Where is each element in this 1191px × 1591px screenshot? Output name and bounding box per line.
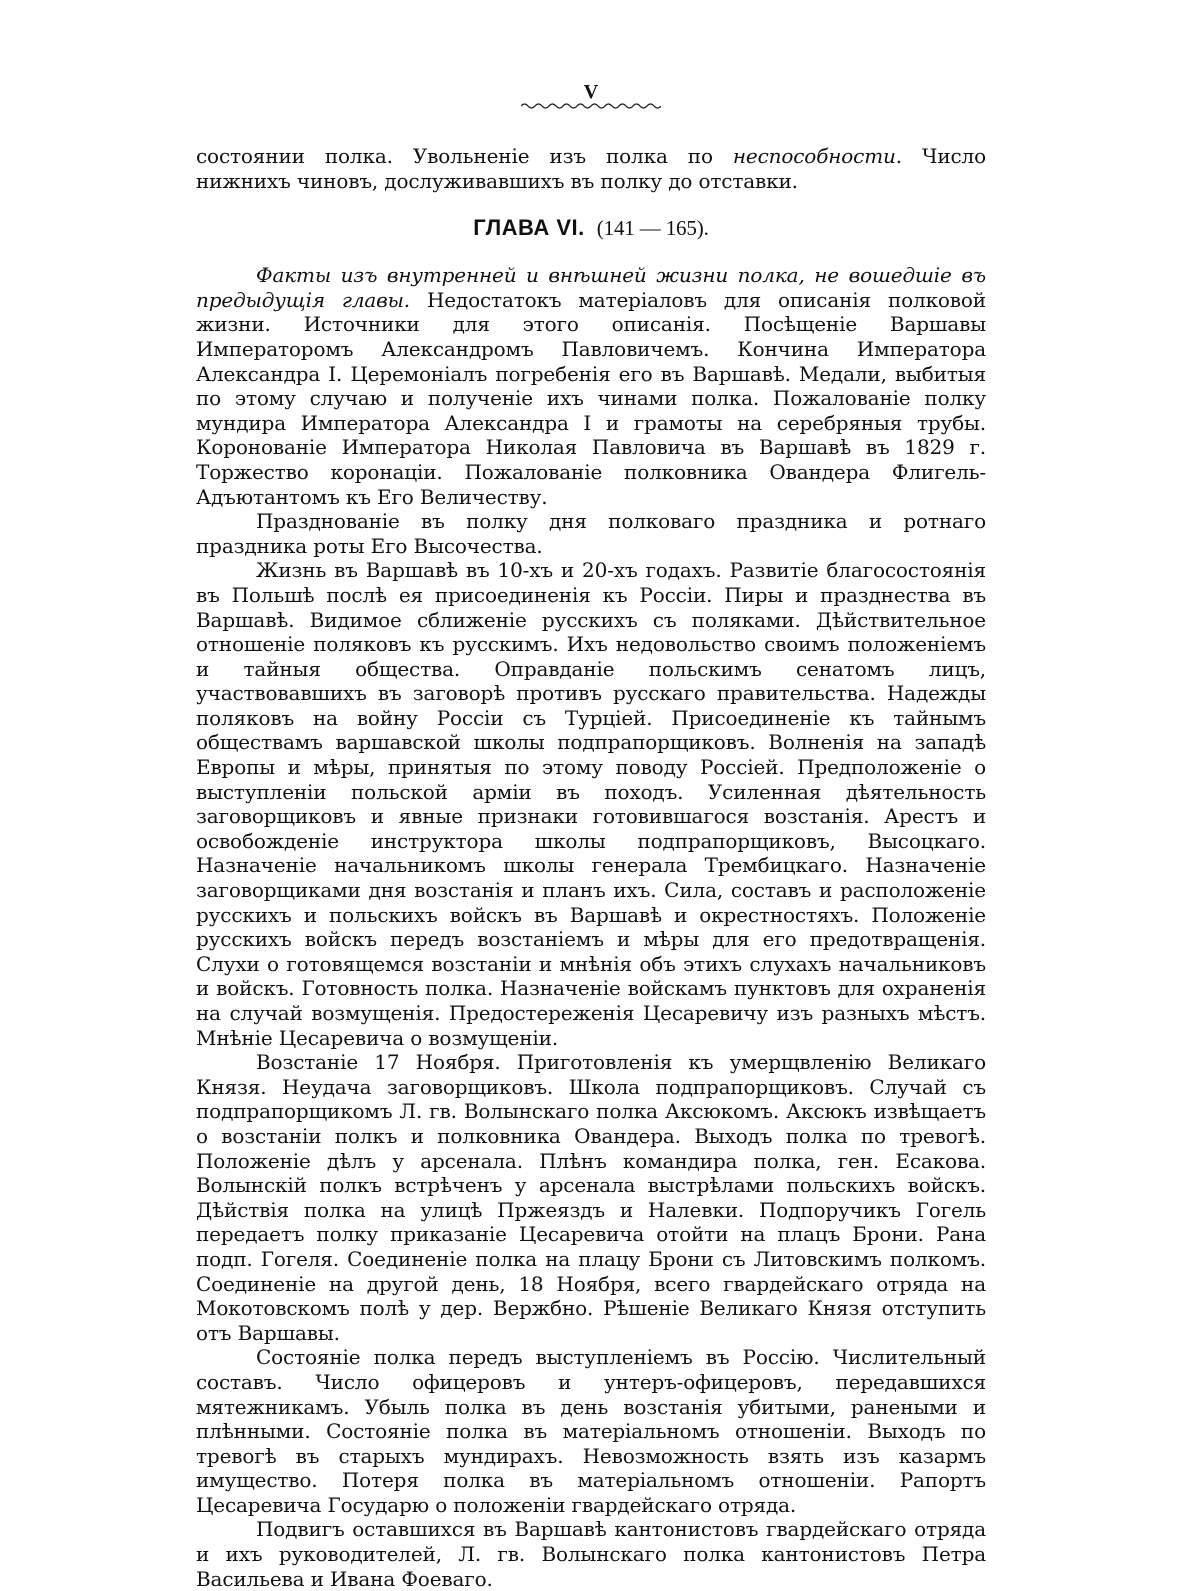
summary-paragraph-1 xyxy=(196,263,986,509)
summary-paragraph-5: Состояніе полка передъ выступленіемъ въ Россію. Числительный составъ. Число офицеровъ и унтеръ-офицеровъ, передавшихся мятежникамъ. Убыль полка въ день возстанія убитыми, ранеными и плѣнными. Состояніе полка въ матеріальномъ отношеніи. Выходъ по тревогѣ въ старыхъ мундирахъ. Невозможность взять изъ казармъ имущество. Потеря полка въ матеріальномъ отношеніи. Рапортъ Цесаревича Государю о положеніи гвардейскаго отряда. xyxy=(196,1345,986,1517)
continuation-italic-word: неспособности. xyxy=(732,144,902,168)
chapter-heading xyxy=(196,215,986,241)
chapter-page-range: (141 — 165). xyxy=(596,216,709,241)
continuation-text-after: Число нижнихъ чиновъ, дослуживавшихъ въ полку до отставки. xyxy=(196,144,987,193)
book-page xyxy=(196,81,987,1591)
summary-intro-text: Недостатокъ матеріаловъ для описанія полковой жизни. Источники для этого описанія. Посѣщеніе Варшавы Императоромъ Александромъ Павловичемъ. Кончина Императора Александра I. Церемоніалъ погребенія его въ Варшавѣ. Медали, выбитыя по этому случаю и полученіе ихъ чинами полка. Пожалованіе полку мундира Императора Александра I и грамоты на серебряныя трубы. Коронованіе Императора Николая Павловича въ Варшавѣ въ 1829 г. Торжество коронаціи. Пожалованіе полковника Овандера Флигель-Адъютантомъ къ Его Величеству. xyxy=(196,287,986,509)
continuation-paragraph xyxy=(196,144,986,193)
chapter-title: ГЛАВА VI. xyxy=(473,215,585,241)
continuation-text-before: состоянии полка. Увольненіе изъ полка по xyxy=(196,144,733,168)
summary-paragraph-6: Подвигъ оставшихся въ Варшавѣ кантонистовъ гвардейскаго отряда и ихъ руководителей, Л. гв. Волынскаго полка кантонистовъ Петра Васильева и Ивана Фоеваго. xyxy=(196,1517,986,1591)
summary-intro-italic: Факты изъ внутренней и внѣшней жизни полка, не вошедшіе въ предыдущія главы. xyxy=(196,263,986,312)
page-header xyxy=(196,82,986,112)
summary-paragraph-2: Празднованіе въ полку дня полковаго праздника и ротнаго праздника роты Его Высочества. xyxy=(196,509,986,558)
summary-paragraph-3: Жизнь въ Варшавѣ въ 10-хъ и 20-хъ годахъ. Развитіе благосостоянія въ Польшѣ послѣ ея присоединенія къ Россіи. Пиры и празднества въ Варшавѣ. Видимое сближеніе русскихъ съ поляками. Дѣйствительное отношеніе поляковъ къ русскимъ. Ихъ недовольство своимъ положеніемъ и тайныя общества. Оправданіе польскимъ сенатомъ лицъ, участвовавшихъ въ заговорѣ противъ русскаго правительства. Надежды поляковъ на войну Россіи съ Турціей. Присоединеніе къ тайнымъ обществамъ варшавской школы подпрапорщиковъ. Волненія на западѣ Европы и мѣры, принятыя по этому поводу Россіей. Предположеніе о выступленіи польской арміи въ походъ. Усиленная дѣятельность заговорщиковъ и явные признаки готовившагося возстанія. Арестъ и освобожденіе инструктора школы подпрапорщиковъ, Высоцкаго. Назначеніе начальникомъ школы генерала Трембицкаго. Назначеніе заговорщиками дня возстанія и планъ ихъ. Сила, составъ и расположеніе русскихъ и польскихъ войскъ въ Варшавѣ и окрестностяхъ. Положеніе русскихъ войскъ передъ возстаніемъ и мѣры для его предотвращенія. Слухи о готовящемся возстаніи и мнѣнія объ этихъ слухахъ начальниковъ и войскъ. Готовность полка. Назначеніе войскамъ пунктовъ для охраненія на случай возмущенія. Предостереженія Цесаревичу изъ разныхъ мѣстъ. Мнѣніе Цесаревича о возмущеніи. xyxy=(196,558,986,1050)
page-number: V xyxy=(583,81,599,103)
summary-paragraph-4: Возстаніе 17 Ноября. Приготовленія къ умерщвленію Великаго Князя. Неудача заговорщиковъ. Школа подпрапорщиковъ. Случай съ подпрапорщикомъ Л. гв. Волынскаго полка Аксюкомъ. Аксюкъ извѣщаетъ о возстаніи полкъ и полковника Овандера. Выходъ полка по тревогѣ. Положеніе дѣлъ у арсенала. Плѣнъ командира полка, ген. Есакова. Волынскій полкъ встрѣченъ у арсенала выстрѣлами польскихъ войскъ. Дѣйствія полка на улицѣ Пржеяздъ и Налевки. Подпоручикъ Гогель передаетъ полку приказаніе Цесаревича отойти на плацъ Брони. Рана подп. Гогеля. Соединеніе полка на плацу Брони съ Литовскимъ полкомъ. Соединеніе на другой день, 18 Ноября, всего гвардейскаго отряда на Мокотовскомъ полѣ у дер. Вержбно. Рѣшеніе Великаго Князя отступить отъ Варшавы. xyxy=(196,1050,986,1345)
page-body xyxy=(196,144,986,1591)
